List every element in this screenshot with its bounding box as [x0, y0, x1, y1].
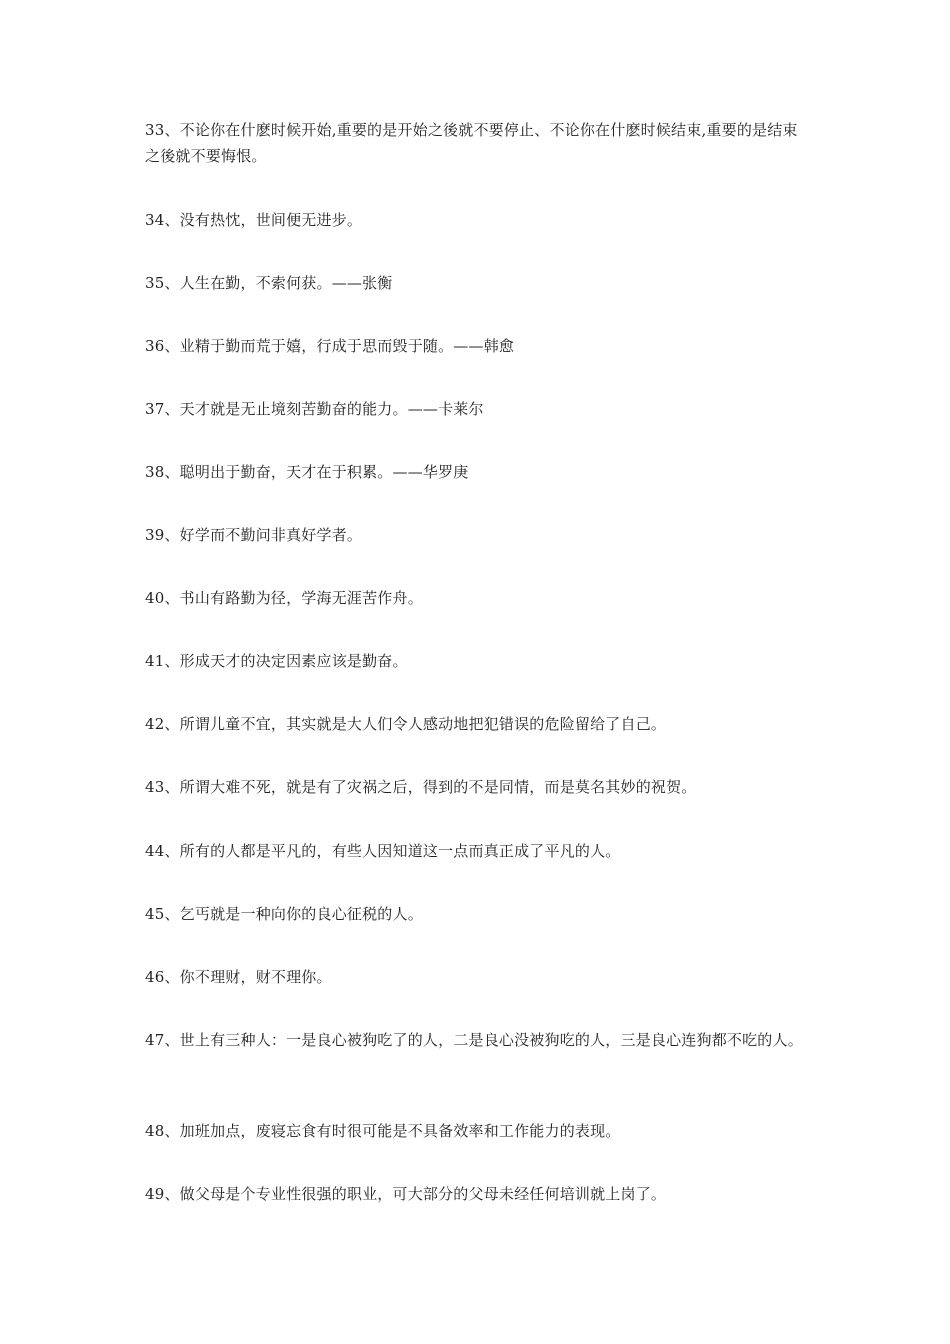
- quote-48: 48、加班加点，废寝忘食有时很可能是不具备效率和工作能力的表现。: [145, 1122, 621, 1140]
- quote-36: 36、业精于勤而荒于嬉，行成于思而毁于随。——韩愈: [145, 337, 515, 355]
- quote-49: 49、做父母是个专业性很强的职业，可大部分的父母未经任何培训就上岗了。: [145, 1185, 667, 1203]
- quote-38: 38、聪明出于勤奋，天才在于积累。——华罗庚: [145, 463, 469, 481]
- quote-44: 44、所有的人都是平凡的，有些人因知道这一点而真正成了平凡的人。: [145, 842, 621, 860]
- quote-35: 35、人生在勤，不索何获。——张衡: [145, 274, 393, 292]
- quote-39: 39、好学而不勤问非真好学者。: [145, 526, 363, 544]
- quote-47: 47、世上有三种人：一是良心被狗吃了的人，二是良心没被狗吃的人，三是良心连狗都不吃的人。: [145, 1031, 803, 1049]
- quote-34: 34、没有热忱，世间便无进步。: [145, 211, 363, 229]
- quote-41: 41、形成天才的决定因素应该是勤奋。: [145, 652, 408, 670]
- quote-43: 43、所谓大难不死，就是有了灾祸之后，得到的不是同情，而是莫名其妙的祝贺。: [145, 778, 697, 796]
- quote-37: 37、天才就是无止境刻苦勤奋的能力。——卡莱尔: [145, 400, 484, 418]
- quote-40: 40、书山有路勤为径，学海无涯苦作舟。: [145, 589, 423, 607]
- quote-33: 33、不论你在什麽时候开始,重要的是开始之後就不要停止、不论你在什麽时候结束,重要的是结束之後就不要悔恨。: [145, 121, 798, 165]
- quote-46: 46、你不理财，财不理你。: [145, 968, 332, 986]
- quote-42: 42、所谓儿童不宜，其实就是大人们令人感动地把犯错误的危险留给了自己。: [145, 715, 667, 733]
- quote-45: 45、乞丐就是一种向你的良心征税的人。: [145, 905, 423, 923]
